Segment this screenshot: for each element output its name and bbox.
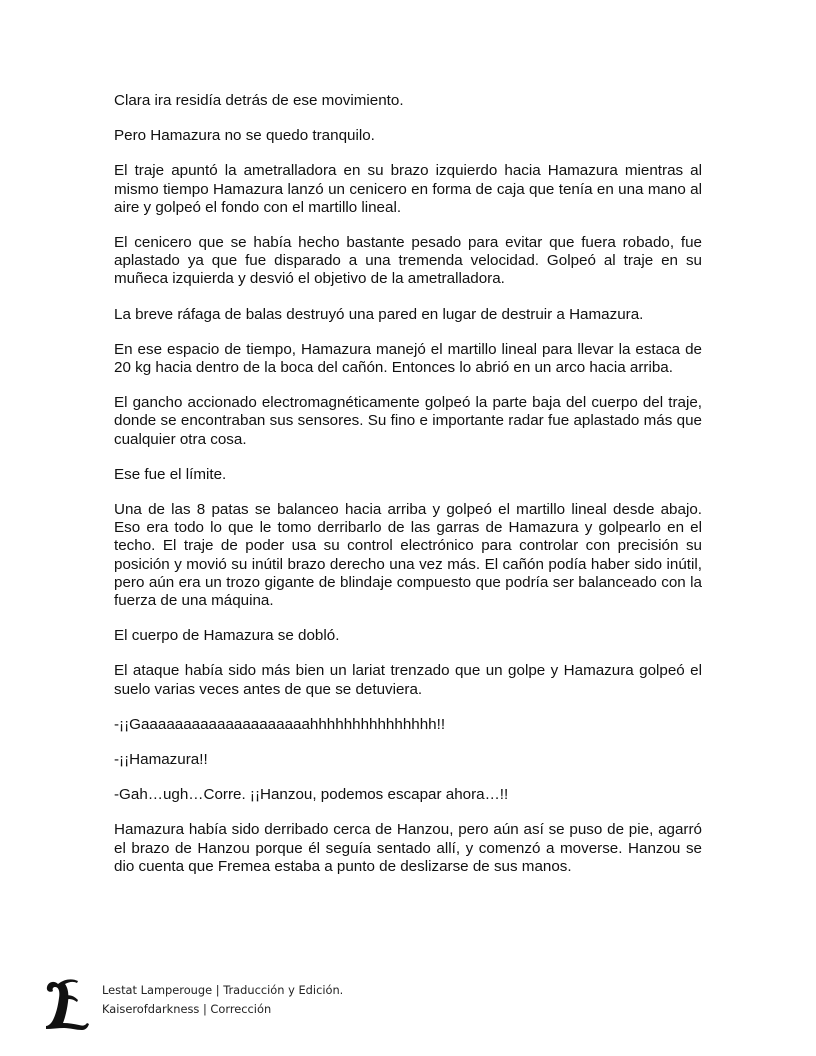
paragraph: El traje apuntó la ametralladora en su brazo izquierdo hacia Hamazura mientras al mismo tiempo Hamazura lanzó un cenicero en forma de caja que tenía en una mano al aire y golpeó el fondo con el martillo lineal. [114,162,702,216]
paragraph: -¡¡Gaaaaaaaaaaaaaaaaaaaahhhhhhhhhhhhhhh!! [114,715,446,733]
paragraph: Una de las 8 patas se balanceo hacia arriba y golpeó el martillo lineal desde abajo. Eso era todo lo que le tomo derribarlo de las garras de Hamazura y golpearlo en el techo. El traje de poder usa su control electrónico para controlar con precisión su posición y movió su inútil brazo derecho una vez más. El cañón podía haber sido inútil, pero aún era un trozo gigante de blindaje compuesto que podría ser balanceado con la fuerza de una máquina. [114,501,702,610]
gothic-l-logo-icon [44,976,90,1032]
paragraph: El gancho accionado electromagnéticamente golpeó la parte baja del cuerpo del traje, donde se encontraban sus sensores. Su fino e importante radar fue aplastado más que cualquier otra cosa. [114,394,702,448]
page-footer [44,976,464,1036]
paragraph: Clara ira residía detrás de ese movimiento. [114,92,404,109]
paragraph: -Gah…ugh…Corre. ¡¡Hanzou, podemos escapar ahora…!! [114,786,509,804]
paragraph: -¡¡Hamazura!! [114,751,208,769]
credit-translation: Lestat Lamperouge | Traducción y Edición. [102,983,344,997]
paragraph: Ese fue el límite. [114,465,227,483]
paragraph: Hamazura había sido derribado cerca de Hanzou, pero aún así se puso de pie, agarró el brazo de Hanzou porque él seguía sentado allí, y comenzó a moverse. Hanzou se dio cuenta que Fremea estaba a punto de deslizarse de sus manos. [114,821,702,875]
paragraph: La breve ráfaga de balas destruyó una pared en lugar de destruir a Hamazura. [114,305,644,323]
paragraph: Pero Hamazura no se quedo tranquilo. [114,127,375,145]
credits-block [102,981,343,1019]
paragraph: En ese espacio de tiempo, Hamazura manejó el martillo lineal para llevar la estaca de 20 kg hacia dentro de la boca del cañón. Entonces lo abrió en un arco hacia arriba. [114,340,702,377]
credit-correction: Kaiserofdarkness | Corrección [102,1002,272,1016]
paragraph: El cenicero que se había hecho bastante pesado para evitar que fuera robado, fue aplastado ya que fue disparado a una tremenda velocidad. Golpeó al traje en su muñeca izquierda y desvió el objetivo de la ametralladora. [114,234,702,288]
paragraph: El cuerpo de Hamazura se dobló. [114,627,340,645]
paragraph: El ataque había sido más bien un lariat trenzado que un golpe y Hamazura golpeó el suelo varias veces antes de que se detuviera. [114,662,702,698]
document-body [114,92,702,893]
